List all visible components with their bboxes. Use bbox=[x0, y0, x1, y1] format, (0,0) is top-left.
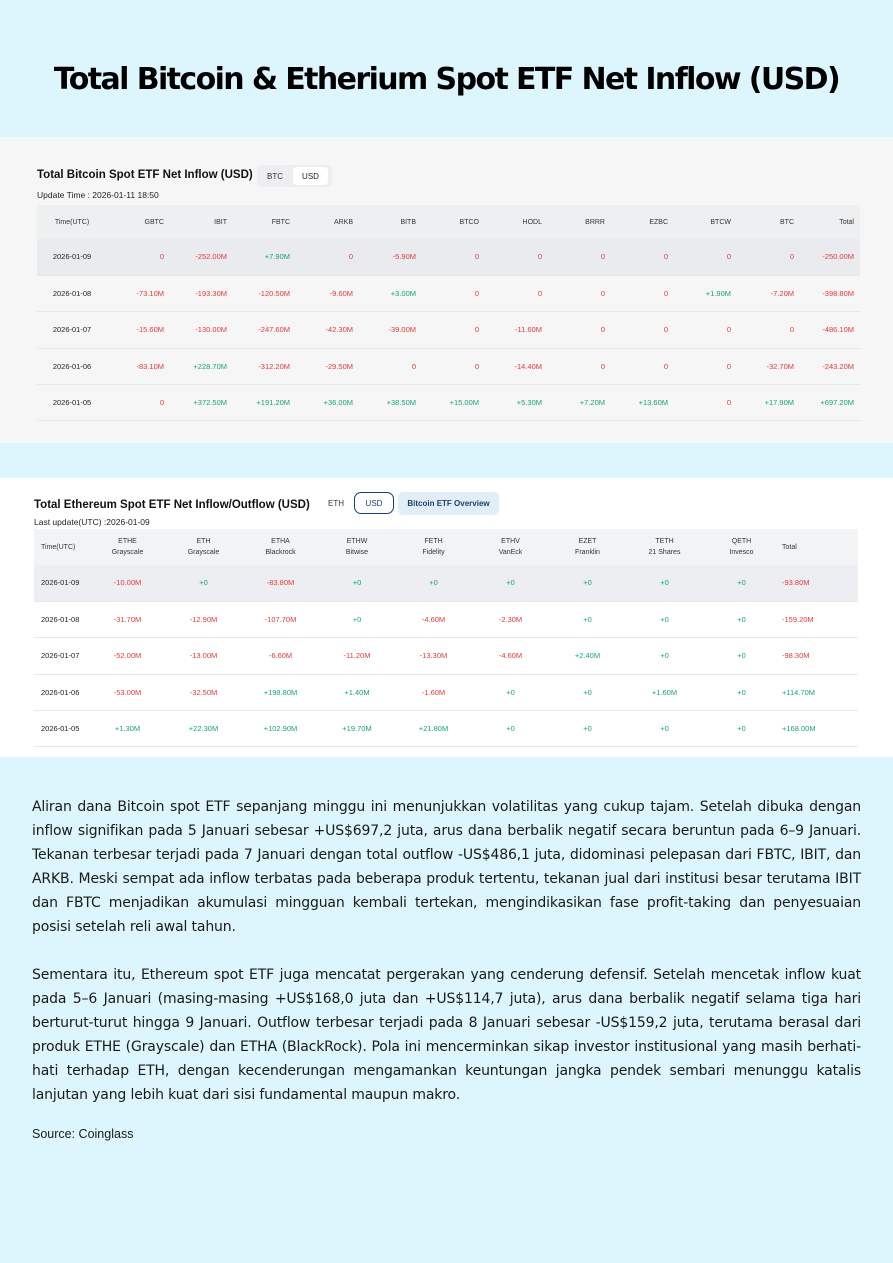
btc-col-header: EZBC bbox=[611, 205, 674, 239]
flow-cell: -32.70M bbox=[737, 348, 800, 384]
flow-cell: -13.00M bbox=[165, 638, 242, 674]
flow-cell: 0 bbox=[548, 348, 611, 384]
flow-cell: +0 bbox=[165, 565, 242, 601]
flow-cell: +2.40M bbox=[549, 638, 626, 674]
eth-col-header bbox=[780, 529, 858, 565]
eth-col-issuer: Blackrock bbox=[265, 549, 296, 556]
flow-cell: 0 bbox=[548, 275, 611, 311]
flow-cell: -312.20M bbox=[233, 348, 296, 384]
table-row bbox=[34, 711, 858, 747]
flow-cell: -130.00M bbox=[170, 312, 233, 348]
flow-cell: 0 bbox=[422, 348, 485, 384]
flow-cell: -486.10M bbox=[800, 312, 860, 348]
page-title: Total Bitcoin & Etherium Spot ETF Net Inflow (USD) bbox=[53, 62, 840, 97]
eth-toggle-eth[interactable]: ETH bbox=[328, 498, 344, 508]
table-row bbox=[37, 312, 860, 348]
row-date: 2026-01-06 bbox=[37, 348, 107, 384]
flow-cell: 0 bbox=[485, 275, 548, 311]
flow-cell: -11.60M bbox=[485, 312, 548, 348]
flow-cell: 0 bbox=[422, 275, 485, 311]
btc-toggle-btc[interactable]: BTC bbox=[267, 171, 283, 181]
flow-cell: -31.70M bbox=[90, 601, 165, 637]
flow-cell: -42.30M bbox=[296, 312, 359, 348]
eth-col-ticker: EZET bbox=[578, 538, 597, 545]
eth-col-ticker: Total bbox=[782, 543, 797, 551]
eth-col-header bbox=[90, 529, 165, 565]
table-row bbox=[37, 239, 860, 275]
flow-cell: +1.30M bbox=[90, 711, 165, 747]
flow-cell: +0 bbox=[703, 601, 780, 637]
eth-col-issuer: Invesco bbox=[729, 549, 754, 556]
flow-cell: +0 bbox=[395, 565, 472, 601]
row-date: 2026-01-05 bbox=[34, 711, 90, 747]
eth-col-ticker: TETH bbox=[655, 538, 674, 545]
flow-cell: +1.40M bbox=[319, 674, 395, 710]
flow-cell: -4.60M bbox=[395, 601, 472, 637]
flow-cell: -193.30M bbox=[170, 275, 233, 311]
flow-cell: 0 bbox=[737, 239, 800, 275]
flow-cell: +13.60M bbox=[611, 385, 674, 421]
eth-col-header bbox=[472, 529, 549, 565]
flow-cell: -10.00M bbox=[90, 565, 165, 601]
row-date: 2026-01-07 bbox=[34, 638, 90, 674]
flow-cell: +168.00M bbox=[780, 711, 858, 747]
bitcoin-etf-overview-button[interactable] bbox=[398, 492, 499, 515]
flow-cell: -83.80M bbox=[242, 565, 319, 601]
eth-col-header bbox=[549, 529, 626, 565]
table-row bbox=[37, 385, 860, 421]
eth-col-header bbox=[34, 529, 90, 565]
flow-cell: 0 bbox=[548, 312, 611, 348]
flow-cell: +22.30M bbox=[165, 711, 242, 747]
flow-cell: +191.20M bbox=[233, 385, 296, 421]
flow-cell: -2.30M bbox=[472, 601, 549, 637]
eth-col-issuer: VanEck bbox=[498, 549, 523, 556]
eth-table-title: Total Ethereum Spot ETF Net Inflow/Outflow (USD) bbox=[34, 499, 310, 511]
btc-col-header: ARKB bbox=[296, 205, 359, 239]
eth-commentary: Sementara itu, Ethereum spot ETF juga mencatat pergerakan yang cenderung defensif. Setelah mencetak inflow kuat pada 5–6 Januari (masing-masing +US$168,0 juta dan +US$114,7 juta), arus dana berbalik negatif selama tiga hari berturut-turut hingga 9 Januari. Outflow terbesar terjadi pada 8 Januari sebesar -US$159,2 juta, terutama berasal dari produk ETHE (Grayscale) dan ETHA (BlackRock). Pola ini mencerminkan sikap investor institusional yang masih berhati-hati terhadap ETH, dengan kecenderungan mengamankan keuntungan jangka pendek sembari menunggu katalis lanjutan yang lebih kuat dari sisi fundamental maupun makro. bbox=[32, 967, 861, 1103]
eth-col-header bbox=[395, 529, 472, 565]
source-note: Source: Coinglass bbox=[32, 1127, 134, 1141]
btc-col-header: GBTC bbox=[107, 205, 170, 239]
flow-cell: -6.60M bbox=[242, 638, 319, 674]
flow-cell: +198.80M bbox=[242, 674, 319, 710]
flow-cell: +0 bbox=[472, 674, 549, 710]
flow-cell: -32.50M bbox=[165, 674, 242, 710]
flow-cell: +1.90M bbox=[674, 275, 737, 311]
flow-cell: -120.50M bbox=[233, 275, 296, 311]
flow-cell: +0 bbox=[626, 565, 703, 601]
flow-cell: 0 bbox=[422, 239, 485, 275]
flow-cell: -14.40M bbox=[485, 348, 548, 384]
eth-col-header bbox=[165, 529, 242, 565]
btc-col-header: Time(UTC) bbox=[37, 205, 107, 239]
flow-cell: +0 bbox=[703, 565, 780, 601]
btc-col-header: BTCW bbox=[674, 205, 737, 239]
flow-cell: 0 bbox=[359, 348, 422, 384]
flow-cell: +15.00M bbox=[422, 385, 485, 421]
btc-etf-table bbox=[37, 205, 860, 421]
flow-cell: -39.00M bbox=[359, 312, 422, 348]
flow-cell: -7.20M bbox=[737, 275, 800, 311]
flow-cell: 0 bbox=[296, 239, 359, 275]
flow-cell: -93.80M bbox=[780, 565, 858, 601]
btc-commentary: Aliran dana Bitcoin spot ETF sepanjang minggu ini menunjukkan volatilitas yang cukup tajam. Setelah dibuka dengan inflow signifikan pada 5 Januari sebesar +US$697,2 juta, arus dana berbalik negatif secara beruntun pada 6–9 Januari. Tekanan terbesar terjadi pada 7 Januari dengan total outflow -US$486,1 juta, didominasi pelepasan dari FBTC, IBIT, dan ARKB. Meski sempat ada inflow terbatas pada beberapa produk tertentu, tekanan jual dari institusi besar terutama IBIT dan FBTC menjadikan akumulasi mingguan kembali tertekan, mengindikasikan fase profit-taking dan penyesuaian posisi setelah reli awal tahun. bbox=[32, 799, 861, 935]
flow-cell: -11.20M bbox=[319, 638, 395, 674]
table-row bbox=[34, 601, 858, 637]
flow-cell: -13.30M bbox=[395, 638, 472, 674]
btc-col-header: IBIT bbox=[170, 205, 233, 239]
flow-cell: +3.00M bbox=[359, 275, 422, 311]
flow-cell: +7.20M bbox=[548, 385, 611, 421]
eth-col-issuer: Franklin bbox=[575, 549, 600, 556]
flow-cell: -398.80M bbox=[800, 275, 860, 311]
btc-col-header: BTC bbox=[737, 205, 800, 239]
eth-col-header bbox=[242, 529, 319, 565]
flow-cell: +0 bbox=[549, 674, 626, 710]
flow-cell: -83.10M bbox=[107, 348, 170, 384]
flow-cell: +697.20M bbox=[800, 385, 860, 421]
flow-cell: +0 bbox=[319, 601, 395, 637]
row-date: 2026-01-05 bbox=[37, 385, 107, 421]
btc-col-header: FBTC bbox=[233, 205, 296, 239]
flow-cell: -73.10M bbox=[107, 275, 170, 311]
flow-cell: -1.60M bbox=[395, 674, 472, 710]
flow-cell: -252.00M bbox=[170, 239, 233, 275]
btc-col-header: HODL bbox=[485, 205, 548, 239]
eth-update-time: Last update(UTC) :2026-01-09 bbox=[34, 517, 150, 527]
flow-cell: +0 bbox=[626, 601, 703, 637]
row-date: 2026-01-07 bbox=[37, 312, 107, 348]
table-row bbox=[34, 565, 858, 601]
flow-cell: +0 bbox=[549, 565, 626, 601]
flow-cell: +19.70M bbox=[319, 711, 395, 747]
flow-cell: -15.60M bbox=[107, 312, 170, 348]
flow-cell: +0 bbox=[703, 638, 780, 674]
flow-cell: 0 bbox=[485, 239, 548, 275]
eth-col-issuer: 21 Shares bbox=[648, 549, 681, 556]
eth-etf-table bbox=[34, 529, 858, 747]
flow-cell: +228.70M bbox=[170, 348, 233, 384]
flow-cell: 0 bbox=[422, 312, 485, 348]
btc-col-header: Total bbox=[800, 205, 860, 239]
btc-unit-toggle bbox=[257, 165, 332, 187]
flow-cell: -159.20M bbox=[780, 601, 858, 637]
eth-col-ticker: ETHE bbox=[118, 538, 137, 545]
row-date: 2026-01-09 bbox=[37, 239, 107, 275]
flow-cell: -52.00M bbox=[90, 638, 165, 674]
eth-col-issuer: Grayscale bbox=[111, 549, 144, 556]
eth-col-ticker: FETH bbox=[424, 538, 443, 545]
flow-cell: -53.00M bbox=[90, 674, 165, 710]
flow-cell: +21.80M bbox=[395, 711, 472, 747]
eth-col-ticker: ETHA bbox=[271, 538, 290, 545]
flow-cell: -250.00M bbox=[800, 239, 860, 275]
flow-cell: +17.90M bbox=[737, 385, 800, 421]
row-date: 2026-01-08 bbox=[37, 275, 107, 311]
eth-col-ticker: ETHV bbox=[501, 538, 520, 545]
flow-cell: +1.60M bbox=[626, 674, 703, 710]
flow-cell: -4.60M bbox=[472, 638, 549, 674]
table-row bbox=[34, 638, 858, 674]
row-date: 2026-01-06 bbox=[34, 674, 90, 710]
eth-col-issuer: Bitwise bbox=[345, 549, 369, 556]
flow-cell: +0 bbox=[703, 674, 780, 710]
flow-cell: +102.90M bbox=[242, 711, 319, 747]
table-row bbox=[34, 674, 858, 710]
table-row bbox=[37, 348, 860, 384]
flow-cell: 0 bbox=[674, 312, 737, 348]
eth-col-ticker: ETH bbox=[196, 538, 211, 545]
flow-cell: 0 bbox=[611, 348, 674, 384]
flow-cell: +36.00M bbox=[296, 385, 359, 421]
flow-cell: +5.30M bbox=[485, 385, 548, 421]
flow-cell: +0 bbox=[472, 565, 549, 601]
row-date: 2026-01-09 bbox=[34, 565, 90, 601]
flow-cell: +372.50M bbox=[170, 385, 233, 421]
flow-cell: 0 bbox=[674, 385, 737, 421]
flow-cell: +0 bbox=[703, 711, 780, 747]
flow-cell: -247.60M bbox=[233, 312, 296, 348]
flow-cell: +0 bbox=[549, 601, 626, 637]
eth-toggle-usd[interactable]: USD bbox=[354, 492, 394, 514]
eth-col-ticker: Time(UTC) bbox=[41, 543, 76, 551]
flow-cell: -12.90M bbox=[165, 601, 242, 637]
flow-cell: +0 bbox=[626, 638, 703, 674]
flow-cell: +0 bbox=[472, 711, 549, 747]
eth-col-ticker: QETH bbox=[731, 538, 752, 545]
flow-cell: -9.60M bbox=[296, 275, 359, 311]
eth-col-header bbox=[319, 529, 395, 565]
flow-cell: 0 bbox=[674, 348, 737, 384]
flow-cell: -98.30M bbox=[780, 638, 858, 674]
overview-button-label: Bitcoin ETF Overview bbox=[407, 499, 490, 508]
flow-cell: 0 bbox=[548, 239, 611, 275]
flow-cell: 0 bbox=[611, 239, 674, 275]
flow-cell: 0 bbox=[107, 385, 170, 421]
flow-cell: -243.20M bbox=[800, 348, 860, 384]
flow-cell: +0 bbox=[626, 711, 703, 747]
flow-cell: 0 bbox=[611, 275, 674, 311]
btc-col-header: BRRR bbox=[548, 205, 611, 239]
flow-cell: +114.70M bbox=[780, 674, 858, 710]
flow-cell: 0 bbox=[674, 239, 737, 275]
flow-cell: -29.50M bbox=[296, 348, 359, 384]
flow-cell: -107.70M bbox=[242, 601, 319, 637]
flow-cell: 0 bbox=[611, 312, 674, 348]
flow-cell: +0 bbox=[319, 565, 395, 601]
flow-cell: 0 bbox=[107, 239, 170, 275]
btc-col-header: BTCO bbox=[422, 205, 485, 239]
flow-cell: 0 bbox=[737, 312, 800, 348]
eth-col-header bbox=[626, 529, 703, 565]
flow-cell: +7.90M bbox=[233, 239, 296, 275]
flow-cell: +38.50M bbox=[359, 385, 422, 421]
row-date: 2026-01-08 bbox=[34, 601, 90, 637]
eth-unit-toggle bbox=[318, 492, 396, 514]
flow-cell: +0 bbox=[549, 711, 626, 747]
eth-col-header bbox=[703, 529, 780, 565]
eth-col-ticker: ETHW bbox=[346, 538, 368, 545]
eth-col-issuer: Grayscale bbox=[187, 549, 220, 556]
flow-cell: -5.90M bbox=[359, 239, 422, 275]
btc-table-title: Total Bitcoin Spot ETF Net Inflow (USD) bbox=[37, 169, 253, 181]
btc-col-header: BITB bbox=[359, 205, 422, 239]
eth-col-issuer: Fidelity bbox=[422, 549, 445, 556]
btc-toggle-usd[interactable]: USD bbox=[293, 167, 328, 185]
btc-update-time: Update Time : 2026-01-11 18:50 bbox=[37, 190, 159, 200]
table-row bbox=[37, 275, 860, 311]
